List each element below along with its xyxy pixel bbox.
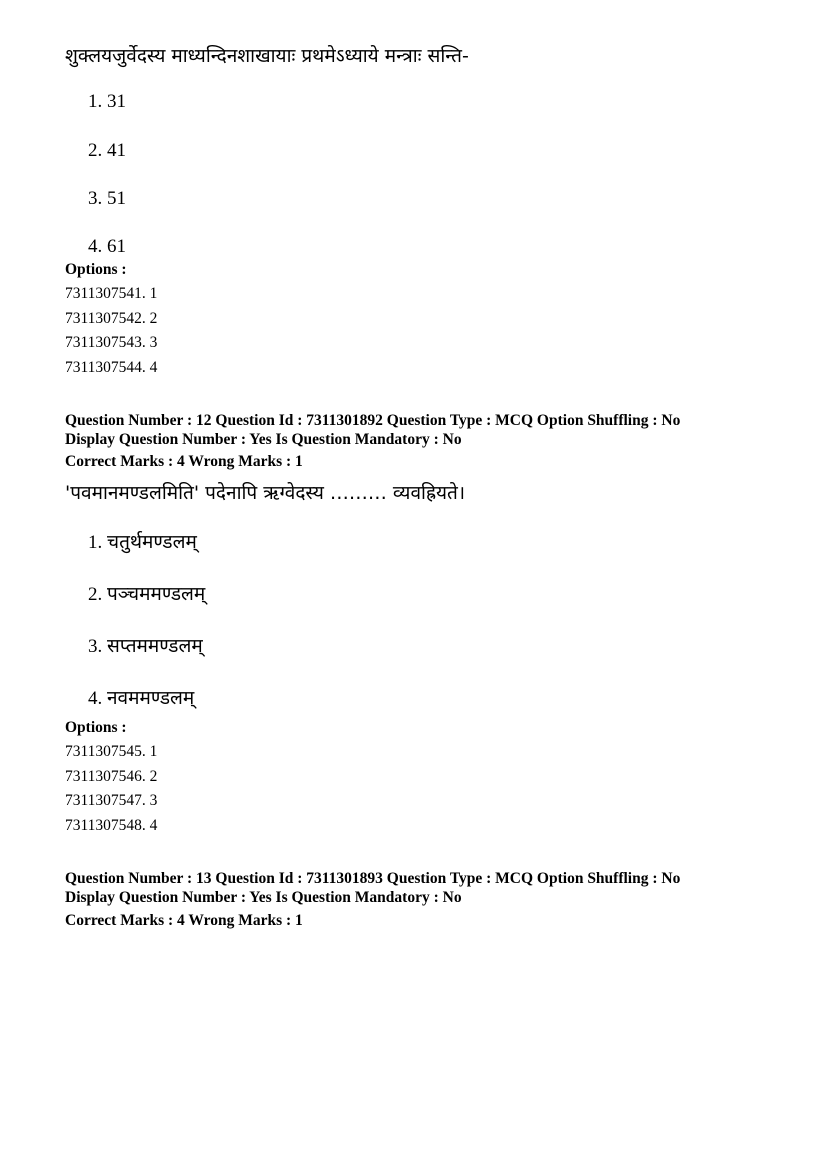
- choice-number: 3.: [88, 636, 103, 657]
- q11-choice-1: [88, 90, 126, 114]
- choice-number: 2.: [88, 584, 103, 605]
- q11-options-label: Options :: [65, 261, 127, 278]
- q12-meta-line-2: Display Question Number : Yes Is Question Mandatory : No: [65, 431, 462, 448]
- choice-number: 4.: [88, 688, 103, 709]
- q12-option-row-4: 7311307548. 4: [65, 817, 158, 834]
- choice-text: सप्तममण्डलम्: [107, 635, 203, 657]
- choice-number: 2.: [88, 140, 103, 161]
- q11-option-row-3: 7311307543. 3: [65, 334, 158, 351]
- q12-option-row-2: 7311307546. 2: [65, 768, 158, 785]
- choice-number: 1.: [88, 532, 103, 553]
- choice-text: 41: [107, 140, 126, 161]
- q11-choice-2: [88, 139, 126, 163]
- choice-text: पञ्चममण्डलम्: [107, 583, 206, 605]
- q12-option-row-1: 7311307545. 1: [65, 743, 158, 760]
- q12-choice-1: [88, 530, 197, 555]
- q12-meta-line-1: Question Number : 12 Question Id : 7311301892 Question Type : MCQ Option Shuffling : No: [65, 412, 681, 429]
- q12-question-text: 'पवमानमण्डलमिति' पदेनापि ऋग्वेदस्य ……… व्यवह्रियते।: [65, 482, 466, 504]
- q11-option-row-4: 7311307544. 4: [65, 359, 158, 376]
- q13-meta-line-1: Question Number : 13 Question Id : 7311301893 Question Type : MCQ Option Shuffling : No: [65, 870, 681, 887]
- q12-choice-4: [88, 686, 194, 711]
- choice-text: नवममण्डलम्: [107, 687, 195, 709]
- q12-choice-2: [88, 582, 205, 607]
- q11-question-text: शुक्लयजुर्वेदस्य माध्यन्दिनशाखायाः प्रथमेऽध्याये मन्त्राः सन्ति-: [65, 45, 469, 67]
- q13-meta-line-2: Display Question Number : Yes Is Question Mandatory : No: [65, 889, 462, 906]
- q11-choice-4: [88, 235, 126, 259]
- q12-options-label: Options :: [65, 719, 127, 736]
- choice-number: 1.: [88, 91, 103, 112]
- choice-number: 4.: [88, 236, 103, 257]
- choice-number: 3.: [88, 188, 103, 209]
- q11-option-row-1: 7311307541. 1: [65, 285, 158, 302]
- q12-option-row-3: 7311307547. 3: [65, 792, 158, 809]
- q11-option-row-2: 7311307542. 2: [65, 310, 158, 327]
- choice-text: 31: [107, 91, 126, 112]
- choice-text: 51: [107, 188, 126, 209]
- q12-meta-line-3: Correct Marks : 4 Wrong Marks : 1: [65, 453, 303, 470]
- choice-text: चतुर्थमण्डलम्: [107, 531, 197, 553]
- q13-meta-line-3: Correct Marks : 4 Wrong Marks : 1: [65, 912, 303, 929]
- q12-choice-3: [88, 634, 203, 659]
- q11-choice-3: [88, 187, 126, 211]
- choice-text: 61: [107, 236, 126, 257]
